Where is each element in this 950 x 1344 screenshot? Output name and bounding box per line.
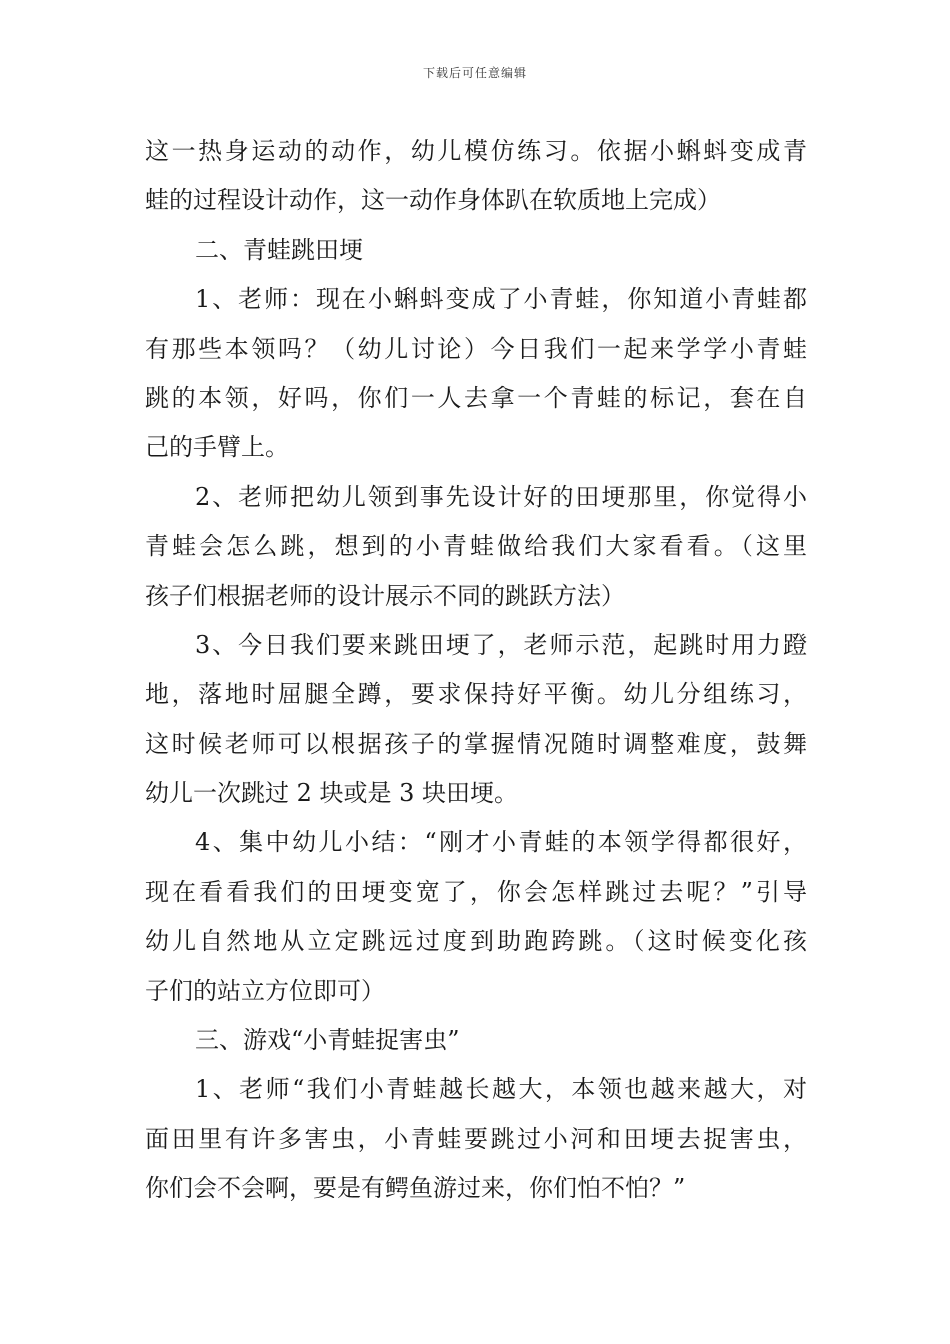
document-body <box>145 127 807 1214</box>
text-line: 现在看看我们的田埂变宽了，你会怎样跳过去呢？”引导 <box>145 877 807 906</box>
text-line: 这时候老师可以根据孩子的掌握情况随时调整难度，鼓舞 <box>145 729 807 758</box>
text-line: 3、今日我们要来跳田埂了，老师示范，起跳时用力蹬 <box>195 630 807 659</box>
text-line: 你们会不会啊，要是有鳄鱼游过来，你们怕不怕？” <box>145 1174 686 1203</box>
text-line: 子们的站立方位即可） <box>145 976 385 1005</box>
header-note: 下载后可任意编辑 <box>422 66 527 80</box>
text-line: 面田里有许多害虫，小青蛙要跳过小河和田埂去捉害虫， <box>145 1124 807 1153</box>
text-line: 1、老师：现在小蝌蚪变成了小青蛙，你知道小青蛙都 <box>195 285 807 314</box>
text-line: 己的手臂上。 <box>145 433 289 462</box>
text-line: 幼儿自然地从立定跳远过度到助跑跨跳。（这时候变化孩 <box>145 927 807 956</box>
text-line: 二、青蛙跳田埂 <box>195 235 363 264</box>
text-line: 这一热身运动的动作，幼儿模仿练习。依据小蝌蚪变成青 <box>145 137 807 165</box>
text-line: 蛙的过程设计动作，这一动作身体趴在软质地上完成） <box>145 186 721 215</box>
text-line: 1、老师“我们小青蛙越长越大，本领也越来越大，对 <box>195 1075 807 1104</box>
text-line: 幼儿一次跳过 2 块或是 3 块田埂。 <box>145 779 519 808</box>
text-line: 地，落地时屈腿全蹲，要求保持好平衡。幼儿分组练习， <box>145 680 807 709</box>
text-line: 4、集中幼儿小结：“刚才小青蛙的本领学得都很好， <box>195 828 807 857</box>
text-line: 2、老师把幼儿领到事先设计好的田埂那里，你觉得小 <box>195 482 807 511</box>
text-line: 孩子们根据老师的设计展示不同的跳跃方法） <box>145 581 625 610</box>
text-line: 跳的本领，好吗，你们一人去拿一个青蛙的标记，套在自 <box>145 383 807 412</box>
text-line: 三、游戏“小青蛙捉害虫” <box>195 1026 460 1055</box>
text-line: 有那些本领吗？（幼儿讨论）今日我们一起来学学小青蛙 <box>145 334 807 363</box>
text-line: 青蛙会怎么跳，想到的小青蛙做给我们大家看看。（这里 <box>145 532 807 561</box>
